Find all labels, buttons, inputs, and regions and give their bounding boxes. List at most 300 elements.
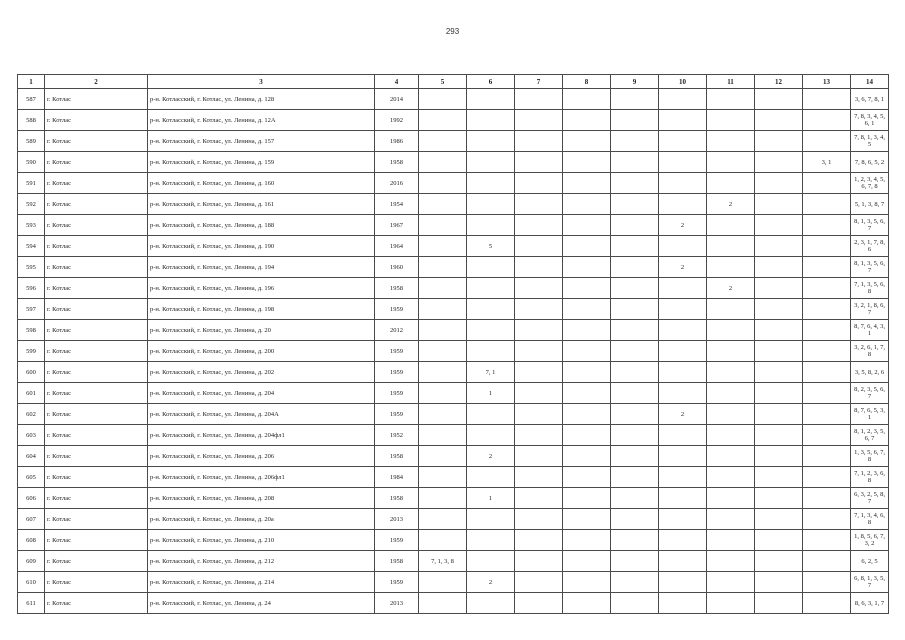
cell-city: г. Котлас	[45, 593, 148, 614]
cell-col-6: 1	[467, 383, 515, 404]
cell-col-9	[611, 173, 659, 194]
cell-year: 1958	[375, 278, 419, 299]
cell-col-14: 1, 3, 5, 6, 7, 8	[851, 446, 889, 467]
cell-col-8	[563, 173, 611, 194]
cell-col-7	[515, 320, 563, 341]
cell-col-5: 7, 1, 3, 8	[419, 551, 467, 572]
cell-col-13	[803, 299, 851, 320]
cell-row-number: 602	[18, 404, 45, 425]
cell-col-11	[707, 509, 755, 530]
cell-col-11	[707, 362, 755, 383]
cell-col-9	[611, 152, 659, 173]
column-header-9: 9	[611, 75, 659, 89]
cell-col-11	[707, 341, 755, 362]
cell-col-11: 2	[707, 278, 755, 299]
cell-col-7	[515, 278, 563, 299]
table-row	[18, 593, 889, 614]
cell-city: г. Котлас	[45, 215, 148, 236]
cell-col-7	[515, 173, 563, 194]
cell-col-5	[419, 362, 467, 383]
cell-col-9	[611, 509, 659, 530]
cell-year: 1954	[375, 194, 419, 215]
cell-col-13	[803, 530, 851, 551]
cell-col-6	[467, 194, 515, 215]
cell-col-6: 5	[467, 236, 515, 257]
cell-year: 1958	[375, 152, 419, 173]
cell-col-10	[659, 446, 707, 467]
cell-row-number: 595	[18, 257, 45, 278]
cell-col-7	[515, 593, 563, 614]
cell-year: 2012	[375, 320, 419, 341]
cell-row-number: 599	[18, 341, 45, 362]
cell-col-13	[803, 488, 851, 509]
cell-col-10	[659, 593, 707, 614]
column-header-8: 8	[563, 75, 611, 89]
cell-col-14: 8, 1, 3, 5, 6, 7	[851, 257, 889, 278]
cell-col-9	[611, 278, 659, 299]
cell-col-11	[707, 89, 755, 110]
cell-col-5	[419, 131, 467, 152]
cell-col-12	[755, 341, 803, 362]
cell-city: г. Котлас	[45, 551, 148, 572]
cell-col-12	[755, 152, 803, 173]
cell-col-8	[563, 299, 611, 320]
cell-row-number: 587	[18, 89, 45, 110]
cell-year: 2013	[375, 593, 419, 614]
cell-col-5	[419, 404, 467, 425]
cell-col-12	[755, 362, 803, 383]
cell-col-9	[611, 488, 659, 509]
cell-col-10	[659, 299, 707, 320]
cell-city: г. Котлас	[45, 257, 148, 278]
cell-col-12	[755, 173, 803, 194]
cell-col-13	[803, 404, 851, 425]
cell-col-10	[659, 320, 707, 341]
cell-row-number: 607	[18, 509, 45, 530]
cell-city: г. Котлас	[45, 488, 148, 509]
cell-col-5	[419, 446, 467, 467]
cell-col-12	[755, 425, 803, 446]
cell-address: р-н. Котласский, г. Котлас, ул. Ленина, д. 200	[148, 341, 375, 362]
cell-col-8	[563, 572, 611, 593]
cell-col-10	[659, 467, 707, 488]
cell-col-14: 3, 2, 6, 1, 7, 8	[851, 341, 889, 362]
cell-col-9	[611, 299, 659, 320]
cell-year: 1958	[375, 551, 419, 572]
cell-col-5	[419, 194, 467, 215]
cell-col-8	[563, 215, 611, 236]
cell-col-7	[515, 236, 563, 257]
cell-col-11	[707, 446, 755, 467]
cell-col-5	[419, 530, 467, 551]
cell-col-14: 8, 1, 3, 5, 6, 7	[851, 215, 889, 236]
cell-col-7	[515, 509, 563, 530]
table-body	[18, 89, 889, 614]
cell-year: 1959	[375, 299, 419, 320]
cell-col-13	[803, 131, 851, 152]
cell-col-12	[755, 467, 803, 488]
table-row	[18, 572, 889, 593]
column-header-7: 7	[515, 75, 563, 89]
cell-col-7	[515, 572, 563, 593]
cell-col-7	[515, 530, 563, 551]
cell-col-10	[659, 341, 707, 362]
cell-col-11	[707, 488, 755, 509]
column-header-13: 13	[803, 75, 851, 89]
cell-col-7	[515, 89, 563, 110]
cell-address: р-н. Котласский, г. Котлас, ул. Ленина, д. 159	[148, 152, 375, 173]
cell-col-7	[515, 110, 563, 131]
table-row	[18, 110, 889, 131]
cell-col-5	[419, 341, 467, 362]
cell-col-11	[707, 320, 755, 341]
cell-city: г. Котлас	[45, 425, 148, 446]
cell-col-10: 2	[659, 257, 707, 278]
cell-city: г. Котлас	[45, 194, 148, 215]
cell-col-14: 7, 1, 3, 4, 6, 8	[851, 509, 889, 530]
cell-city: г. Котлас	[45, 110, 148, 131]
cell-year: 1959	[375, 341, 419, 362]
cell-col-14: 3, 5, 8, 2, 6	[851, 362, 889, 383]
cell-row-number: 604	[18, 446, 45, 467]
cell-col-11	[707, 572, 755, 593]
cell-row-number: 608	[18, 530, 45, 551]
cell-col-7	[515, 488, 563, 509]
cell-address: р-н. Котласский, г. Котлас, ул. Ленина, д. 190	[148, 236, 375, 257]
cell-year: 1959	[375, 572, 419, 593]
table-row	[18, 215, 889, 236]
table-row	[18, 530, 889, 551]
cell-col-10	[659, 236, 707, 257]
cell-col-7	[515, 215, 563, 236]
cell-col-5	[419, 383, 467, 404]
cell-address: р-н. Котласский, г. Котлас, ул. Ленина, д. 161	[148, 194, 375, 215]
cell-col-14: 7, 1, 2, 3, 6, 8	[851, 467, 889, 488]
table-row	[18, 425, 889, 446]
cell-city: г. Котлас	[45, 278, 148, 299]
cell-col-11	[707, 215, 755, 236]
table-row	[18, 404, 889, 425]
register-table	[17, 74, 889, 614]
cell-col-13	[803, 593, 851, 614]
cell-col-14: 7, 8, 1, 3, 4, 5	[851, 131, 889, 152]
cell-col-9	[611, 425, 659, 446]
cell-col-9	[611, 530, 659, 551]
cell-col-11: 2	[707, 194, 755, 215]
cell-col-8	[563, 236, 611, 257]
cell-col-6: 2	[467, 572, 515, 593]
cell-col-10	[659, 173, 707, 194]
cell-col-12	[755, 299, 803, 320]
cell-col-5	[419, 425, 467, 446]
column-header-4: 4	[375, 75, 419, 89]
cell-year: 1959	[375, 362, 419, 383]
table-row	[18, 488, 889, 509]
cell-col-12	[755, 509, 803, 530]
table-row	[18, 446, 889, 467]
cell-col-8	[563, 194, 611, 215]
cell-address: р-н. Котласский, г. Котлас, ул. Ленина, д. 157	[148, 131, 375, 152]
cell-row-number: 609	[18, 551, 45, 572]
cell-col-7	[515, 341, 563, 362]
cell-col-7	[515, 467, 563, 488]
cell-col-5	[419, 488, 467, 509]
cell-col-5	[419, 278, 467, 299]
cell-col-11	[707, 299, 755, 320]
cell-col-9	[611, 257, 659, 278]
cell-col-13	[803, 509, 851, 530]
cell-col-14: 8, 1, 2, 3, 5, 6, 7	[851, 425, 889, 446]
cell-col-13	[803, 572, 851, 593]
cell-col-8	[563, 425, 611, 446]
cell-col-13	[803, 551, 851, 572]
table-row	[18, 467, 889, 488]
cell-col-5	[419, 236, 467, 257]
cell-col-14: 8, 7, 6, 4, 3, 1	[851, 320, 889, 341]
cell-city: г. Котлас	[45, 299, 148, 320]
cell-col-9	[611, 383, 659, 404]
cell-col-14: 6, 8, 1, 3, 5, 7	[851, 572, 889, 593]
column-header-12: 12	[755, 75, 803, 89]
cell-col-6	[467, 404, 515, 425]
cell-row-number: 593	[18, 215, 45, 236]
cell-col-12	[755, 404, 803, 425]
cell-col-13	[803, 383, 851, 404]
cell-col-9	[611, 320, 659, 341]
cell-col-14: 1, 8, 5, 6, 7, 3, 2	[851, 530, 889, 551]
cell-col-11	[707, 173, 755, 194]
cell-row-number: 594	[18, 236, 45, 257]
table-row	[18, 131, 889, 152]
cell-col-8	[563, 131, 611, 152]
column-header-6: 6	[467, 75, 515, 89]
table-row	[18, 278, 889, 299]
table-row	[18, 383, 889, 404]
cell-year: 1967	[375, 215, 419, 236]
cell-col-9	[611, 194, 659, 215]
cell-address: р-н. Котласский, г. Котлас, ул. Ленина, д. 20	[148, 320, 375, 341]
cell-col-13	[803, 278, 851, 299]
cell-col-6	[467, 593, 515, 614]
cell-col-13	[803, 257, 851, 278]
cell-col-6	[467, 152, 515, 173]
cell-col-5	[419, 572, 467, 593]
cell-col-10	[659, 530, 707, 551]
cell-col-8	[563, 593, 611, 614]
table-row	[18, 320, 889, 341]
cell-col-12	[755, 488, 803, 509]
cell-col-13	[803, 341, 851, 362]
cell-city: г. Котлас	[45, 467, 148, 488]
cell-address: р-н. Котласский, г. Котлас, ул. Ленина, д. 188	[148, 215, 375, 236]
cell-address: р-н. Котласский, г. Котлас, ул. Ленина, д. 204А	[148, 404, 375, 425]
column-header-11: 11	[707, 75, 755, 89]
cell-col-14: 5, 1, 3, 8, 7	[851, 194, 889, 215]
cell-col-13	[803, 425, 851, 446]
cell-col-5	[419, 173, 467, 194]
cell-col-14: 6, 3, 2, 5, 8, 7	[851, 488, 889, 509]
cell-col-8	[563, 467, 611, 488]
cell-col-10: 2	[659, 215, 707, 236]
cell-address: р-н. Котласский, г. Котлас, ул. Ленина, д. 206	[148, 446, 375, 467]
cell-col-14: 8, 7, 6, 5, 3, 1	[851, 404, 889, 425]
cell-col-7	[515, 152, 563, 173]
cell-col-13	[803, 446, 851, 467]
cell-col-10	[659, 131, 707, 152]
column-header-10: 10	[659, 75, 707, 89]
cell-col-11	[707, 593, 755, 614]
cell-col-8	[563, 89, 611, 110]
cell-col-6	[467, 131, 515, 152]
cell-col-14: 3, 6, 7, 8, 1	[851, 89, 889, 110]
cell-city: г. Котлас	[45, 89, 148, 110]
cell-col-14: 7, 1, 3, 5, 6, 8	[851, 278, 889, 299]
cell-col-6: 1	[467, 488, 515, 509]
cell-col-8	[563, 152, 611, 173]
cell-col-12	[755, 551, 803, 572]
cell-year: 1958	[375, 446, 419, 467]
cell-col-6	[467, 425, 515, 446]
cell-city: г. Котлас	[45, 236, 148, 257]
table-row	[18, 152, 889, 173]
cell-col-9	[611, 551, 659, 572]
cell-col-10	[659, 89, 707, 110]
cell-col-5	[419, 320, 467, 341]
cell-col-11	[707, 404, 755, 425]
cell-address: р-н. Котласский, г. Котлас, ул. Ленина, д. 24	[148, 593, 375, 614]
cell-col-6	[467, 509, 515, 530]
cell-col-9	[611, 404, 659, 425]
cell-col-8	[563, 530, 611, 551]
cell-col-12	[755, 530, 803, 551]
cell-col-12	[755, 257, 803, 278]
cell-col-10	[659, 425, 707, 446]
cell-city: г. Котлас	[45, 173, 148, 194]
cell-col-9	[611, 236, 659, 257]
cell-col-9	[611, 110, 659, 131]
cell-col-14: 8, 6, 3, 1, 7	[851, 593, 889, 614]
column-header-2: 2	[45, 75, 148, 89]
cell-col-7	[515, 131, 563, 152]
cell-col-9	[611, 593, 659, 614]
cell-col-12	[755, 383, 803, 404]
cell-col-7	[515, 551, 563, 572]
cell-col-11	[707, 257, 755, 278]
table-row	[18, 509, 889, 530]
cell-city: г. Котлас	[45, 404, 148, 425]
cell-col-10	[659, 152, 707, 173]
cell-col-6	[467, 257, 515, 278]
cell-city: г. Котлас	[45, 131, 148, 152]
cell-col-13	[803, 89, 851, 110]
cell-address: р-н. Котласский, г. Котлас, ул. Ленина, д. 204фл1	[148, 425, 375, 446]
cell-col-12	[755, 593, 803, 614]
column-header-1: 1	[18, 75, 45, 89]
cell-address: р-н. Котласский, г. Котлас, ул. Ленина, д. 204	[148, 383, 375, 404]
cell-col-11	[707, 236, 755, 257]
cell-row-number: 597	[18, 299, 45, 320]
cell-row-number: 596	[18, 278, 45, 299]
table-row	[18, 299, 889, 320]
cell-address: р-н. Котласский, г. Котлас, ул. Ленина, д. 206фл1	[148, 467, 375, 488]
cell-col-6: 2	[467, 446, 515, 467]
cell-address: р-н. Котласский, г. Котлас, ул. Ленина, д. 198	[148, 299, 375, 320]
cell-row-number: 610	[18, 572, 45, 593]
cell-col-7	[515, 383, 563, 404]
cell-year: 1986	[375, 131, 419, 152]
cell-col-8	[563, 446, 611, 467]
cell-year: 1959	[375, 383, 419, 404]
cell-col-11	[707, 551, 755, 572]
table-row	[18, 362, 889, 383]
cell-col-10	[659, 509, 707, 530]
cell-year: 2014	[375, 89, 419, 110]
cell-col-13	[803, 236, 851, 257]
cell-col-10	[659, 551, 707, 572]
cell-col-7	[515, 446, 563, 467]
cell-col-5	[419, 467, 467, 488]
cell-col-5	[419, 299, 467, 320]
cell-col-5	[419, 593, 467, 614]
cell-year: 1952	[375, 425, 419, 446]
cell-year: 1964	[375, 236, 419, 257]
cell-col-7	[515, 299, 563, 320]
cell-col-14: 6, 2, 5	[851, 551, 889, 572]
table-row	[18, 173, 889, 194]
cell-col-5	[419, 152, 467, 173]
cell-col-10	[659, 488, 707, 509]
cell-year: 1992	[375, 110, 419, 131]
cell-col-6	[467, 215, 515, 236]
cell-city: г. Котлас	[45, 383, 148, 404]
cell-year: 1959	[375, 530, 419, 551]
cell-row-number: 606	[18, 488, 45, 509]
cell-col-11	[707, 152, 755, 173]
table-header-row	[18, 75, 889, 89]
cell-address: р-н. Котласский, г. Котлас, ул. Ленина, д. 208	[148, 488, 375, 509]
cell-col-12	[755, 320, 803, 341]
cell-col-9	[611, 131, 659, 152]
cell-city: г. Котлас	[45, 530, 148, 551]
cell-col-6	[467, 299, 515, 320]
cell-col-8	[563, 551, 611, 572]
cell-col-8	[563, 404, 611, 425]
cell-col-14: 3, 2, 1, 8, 6, 7	[851, 299, 889, 320]
cell-row-number: 605	[18, 467, 45, 488]
cell-city: г. Котлас	[45, 446, 148, 467]
cell-col-8	[563, 110, 611, 131]
table-row	[18, 194, 889, 215]
cell-year: 2016	[375, 173, 419, 194]
cell-city: г. Котлас	[45, 572, 148, 593]
cell-col-13	[803, 173, 851, 194]
cell-col-12	[755, 278, 803, 299]
cell-col-6	[467, 551, 515, 572]
cell-col-12	[755, 194, 803, 215]
cell-col-12	[755, 236, 803, 257]
cell-address: р-н. Котласский, г. Котлас, ул. Ленина, д. 194	[148, 257, 375, 278]
cell-col-14: 7, 8, 6, 5, 2	[851, 152, 889, 173]
cell-row-number: 601	[18, 383, 45, 404]
cell-col-5	[419, 215, 467, 236]
cell-col-10	[659, 110, 707, 131]
cell-address: р-н. Котласский, г. Котлас, ул. Ленина, д. 196	[148, 278, 375, 299]
cell-col-10	[659, 194, 707, 215]
cell-col-8	[563, 341, 611, 362]
cell-col-11	[707, 383, 755, 404]
cell-city: г. Котлас	[45, 341, 148, 362]
cell-col-5	[419, 257, 467, 278]
